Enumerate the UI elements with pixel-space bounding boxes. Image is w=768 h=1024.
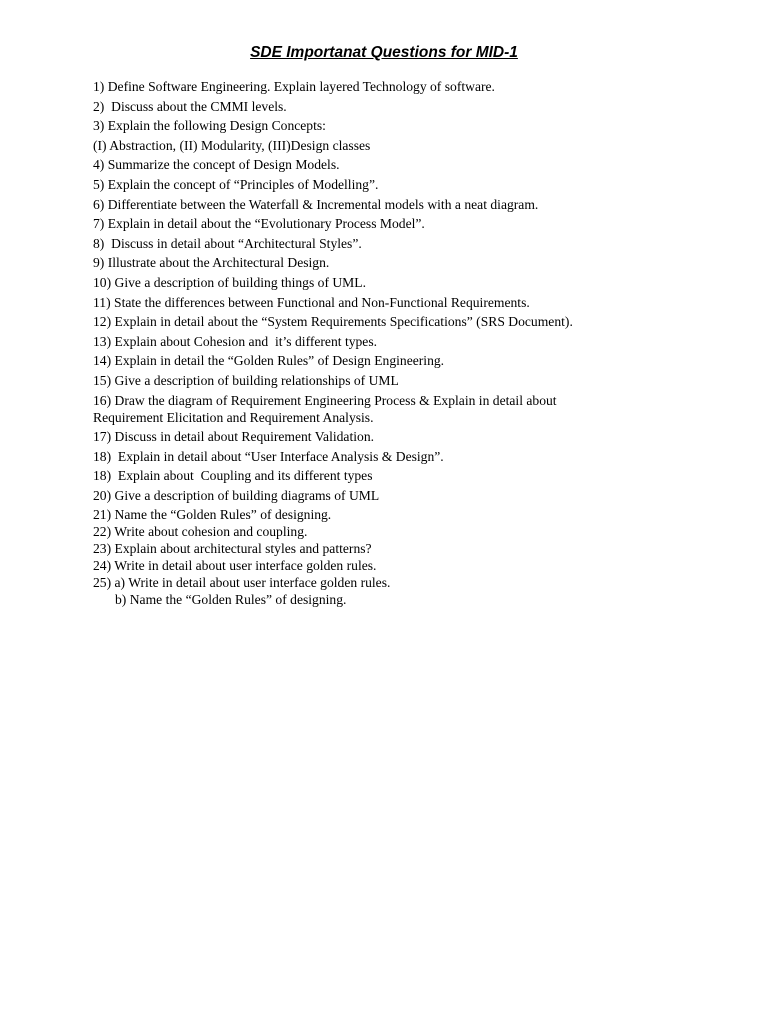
- question-item: 24) Write in detail about user interface golden rules.: [93, 558, 377, 574]
- question-item: 20) Give a description of building diagrams of UML: [93, 487, 380, 503]
- question-item: 21) Name the “Golden Rules” of designing.: [93, 507, 332, 523]
- question-item: 15) Give a description of building relationships of UML: [93, 372, 399, 388]
- question-item: 18) Explain in detail about “User Interface Analysis & Design”.: [93, 448, 444, 464]
- question-item: 18) Explain about Coupling and its different types: [93, 468, 373, 484]
- question-item: 3) Explain the following Design Concepts:: [93, 118, 326, 134]
- question-item: 11) State the differences between Functional and Non-Functional Requirements.: [93, 294, 530, 310]
- question-item: 22) Write about cohesion and coupling.: [93, 524, 308, 540]
- question-list: [93, 78, 733, 608]
- question-item: 4) Summarize the concept of Design Models.: [93, 157, 340, 173]
- question-item-continuation: Requirement Elicitation and Requirement Analysis.: [93, 409, 374, 425]
- document-title: SDE Importanat Questions for MID-1: [250, 44, 518, 61]
- question-item: 8) Discuss in detail about “Architectural Styles”.: [93, 235, 362, 251]
- question-item: 16) Draw the diagram of Requirement Engineering Process & Explain in detail about: [93, 392, 557, 408]
- question-item: 17) Discuss in detail about Requirement Validation.: [93, 429, 375, 445]
- question-item: (I) Abstraction, (II) Modularity, (III)Design classes: [93, 137, 371, 153]
- question-item: 5) Explain the concept of “Principles of Modelling”.: [93, 176, 379, 192]
- question-subitem: b) Name the “Golden Rules” of designing.: [115, 592, 347, 608]
- question-item: 9) Illustrate about the Architectural Design.: [93, 255, 330, 271]
- question-item: 25) a) Write in detail about user interface golden rules.: [93, 575, 391, 591]
- question-item: 23) Explain about architectural styles and patterns?: [93, 541, 372, 557]
- question-item: 10) Give a description of building things of UML.: [93, 274, 366, 290]
- question-item: 14) Explain in detail the “Golden Rules” of Design Engineering.: [93, 353, 445, 369]
- question-item: 12) Explain in detail about the “System Requirements Specifications” (SRS Document).: [93, 314, 573, 330]
- question-item: 6) Differentiate between the Waterfall & Incremental models with a neat diagram.: [93, 196, 539, 212]
- question-item: 13) Explain about Cohesion and it’s different types.: [93, 333, 378, 349]
- question-item: 7) Explain in detail about the “Evolutionary Process Model”.: [93, 216, 425, 232]
- question-item: 1) Define Software Engineering. Explain layered Technology of software.: [93, 79, 495, 94]
- question-item: 2) Discuss about the CMMI levels.: [93, 98, 287, 114]
